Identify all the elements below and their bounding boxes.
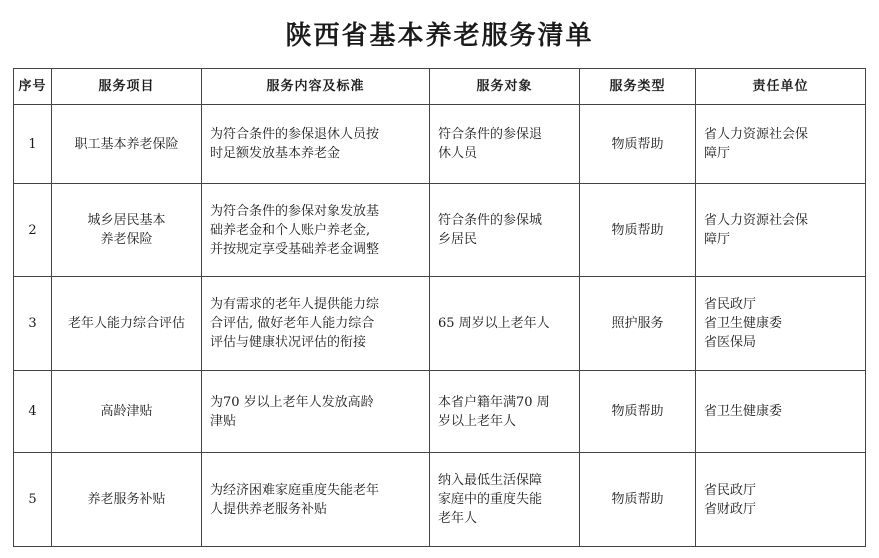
cell-content-line: 为有需求的老年人提供能力综	[210, 297, 380, 312]
header-type: 服务类型	[580, 69, 696, 105]
page-title: 陕西省基本养老服务清单	[285, 21, 594, 51]
cell-item	[52, 184, 202, 277]
cell-item	[52, 371, 202, 453]
cell-unit	[696, 371, 866, 453]
cell-unit-line: 省民政厅	[704, 482, 757, 498]
table-row	[14, 277, 866, 371]
table-row	[14, 105, 866, 184]
cell-target	[430, 184, 580, 277]
cell-target	[430, 277, 580, 371]
header-unit: 责任单位	[696, 69, 866, 105]
cell-content	[202, 105, 430, 184]
cell-item	[52, 277, 202, 371]
cell-target-line: 乡居民	[438, 232, 478, 247]
cell-content	[202, 371, 430, 453]
cell-target-line: 休人员	[438, 146, 478, 161]
cell-no: 1	[14, 105, 52, 184]
table-row	[14, 453, 866, 547]
cell-unit-line: 障厅	[704, 146, 731, 161]
cell-content-line: 为符合条件的参保对象发放基	[210, 203, 380, 219]
header-target: 服务对象	[430, 69, 580, 105]
cell-content-line: 评估与健康状况评估的衔接	[210, 335, 367, 350]
cell-target	[430, 453, 580, 547]
cell-type: 物质帮助	[580, 453, 696, 547]
cell-target-line: 符合条件的参保城	[438, 213, 543, 228]
cell-target-line: 65 周岁以上老年人	[438, 316, 550, 331]
cell-unit-line: 省财政厅	[704, 501, 757, 517]
cell-unit-line: 省卫生健康委	[704, 316, 783, 331]
cell-item-line: 养老服务补贴	[87, 492, 166, 507]
cell-item-line: 养老保险	[100, 232, 153, 247]
cell-target	[430, 105, 580, 184]
cell-item	[52, 105, 202, 184]
cell-content	[202, 453, 430, 547]
cell-type: 物质帮助	[580, 371, 696, 453]
cell-no: 2	[14, 184, 52, 277]
cell-item	[52, 453, 202, 547]
cell-no: 5	[14, 453, 52, 547]
cell-type: 物质帮助	[580, 105, 696, 184]
cell-unit	[696, 453, 866, 547]
cell-content-line: 并按规定享受基础养老金调整	[210, 241, 380, 257]
header-content: 服务内容及标准	[202, 69, 430, 105]
cell-unit-line: 省人力资源社会保	[704, 127, 809, 142]
cell-unit	[696, 184, 866, 277]
cell-unit-line: 省卫生健康委	[704, 404, 783, 419]
table-row	[14, 184, 866, 277]
cell-target	[430, 371, 580, 453]
cell-target-line: 岁以上老年人	[438, 413, 517, 429]
service-list-table	[13, 68, 866, 547]
cell-content-line: 时足额发放基本养老金	[210, 146, 341, 161]
cell-unit-line: 障厅	[704, 232, 731, 247]
cell-content	[202, 277, 430, 371]
cell-content	[202, 184, 430, 277]
cell-type: 照护服务	[580, 277, 696, 371]
cell-unit-line: 省民政厅	[704, 297, 757, 312]
cell-target-line: 纳入最低生活保障	[438, 473, 543, 488]
cell-target-line: 本省户籍年满70 周	[438, 394, 550, 410]
cell-content-line: 为符合条件的参保退休人员按	[210, 127, 380, 142]
cell-content-line: 为经济困难家庭重度失能老年	[210, 482, 380, 498]
cell-item-line: 老年人能力综合评估	[67, 316, 185, 331]
cell-unit	[696, 105, 866, 184]
cell-unit	[696, 277, 866, 371]
cell-target-line: 老年人	[438, 511, 478, 526]
cell-type: 物质帮助	[580, 184, 696, 277]
table-row	[14, 371, 866, 453]
cell-content-line: 人提供养老服务补贴	[210, 501, 328, 517]
header-item: 服务项目	[52, 69, 202, 105]
cell-no: 3	[14, 277, 52, 371]
cell-item-line: 职工基本养老保险	[74, 136, 179, 152]
cell-unit-line: 省人力资源社会保	[704, 213, 809, 228]
cell-target-line: 家庭中的重度失能	[438, 492, 543, 507]
cell-no: 4	[14, 371, 52, 453]
cell-content-line: 合评估, 做好老年人能力综合	[210, 316, 375, 331]
cell-item-line: 城乡居民基本	[87, 213, 166, 228]
header-no: 序号	[14, 69, 52, 105]
cell-content-line: 础养老金和个人账户养老金,	[210, 222, 371, 238]
cell-target-line: 符合条件的参保退	[438, 127, 543, 142]
table-header-row	[14, 69, 866, 105]
cell-content-line: 为70 岁以上老年人发放高龄	[210, 394, 374, 410]
cell-item-line: 高龄津贴	[100, 404, 153, 419]
cell-unit-line: 省医保局	[704, 335, 757, 350]
cell-content-line: 津贴	[210, 413, 237, 429]
